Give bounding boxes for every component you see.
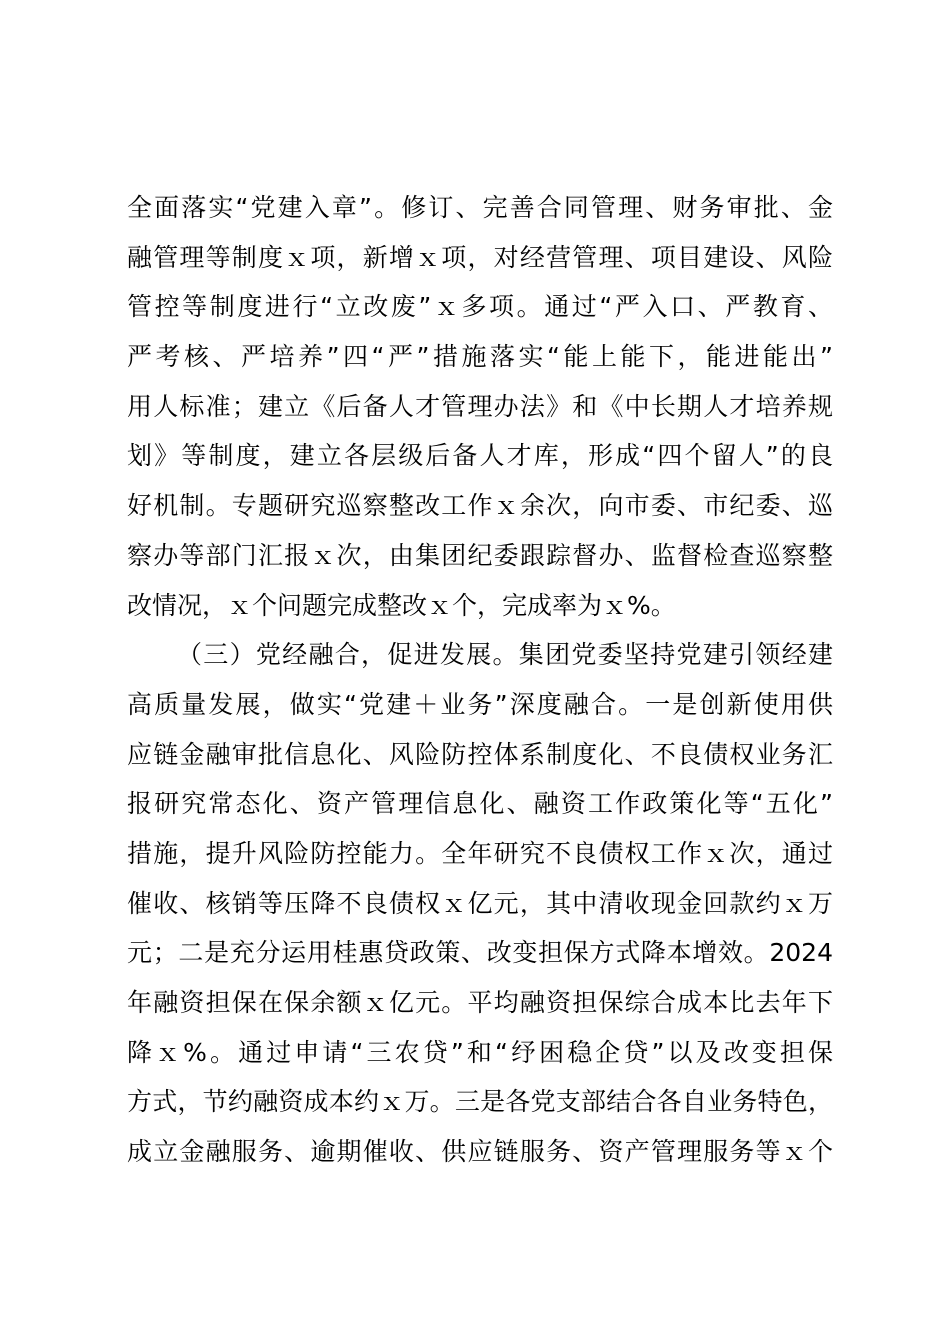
section-heading-line: （三）党经融合，促进发展。集团党委坚持党建引领经建 xyxy=(177,640,833,670)
text-line: 高质量发展，做实“党建＋业务”深度融合。一是创新使用供 xyxy=(127,689,833,719)
text-line: 察办等部门汇报ｘ次，由集团纪委跟踪督办、监督检查巡察整 xyxy=(127,540,833,570)
body-text xyxy=(127,183,833,1177)
text-line: 方式，节约融资成本约ｘ万。三是各党支部结合各自业务特色， xyxy=(127,1087,833,1117)
text-line: 管控等制度进行“立改废”ｘ多项。通过“严入口、严教育、 xyxy=(127,292,833,322)
text-line: 全面落实“党建入章”。修订、完善合同管理、财务审批、金 xyxy=(127,193,833,222)
paragraph-end-line: 改情况，ｘ个问题完成整改ｘ个，完成率为ｘ%。 xyxy=(127,590,676,620)
text-line: 成立金融服务、逾期催收、供应链服务、资产管理服务等ｘ个 xyxy=(127,1137,833,1167)
text-line: 好机制。专题研究巡察整改工作ｘ余次，向市委、市纪委、巡 xyxy=(127,491,833,521)
text-line: 年融资担保在保余额ｘ亿元。平均融资担保综合成本比去年下 xyxy=(127,988,833,1017)
text-line: 融管理等制度ｘ项，新增ｘ项，对经营管理、项目建设、风险 xyxy=(127,242,833,272)
text-line: 用人标准；建立《后备人才管理办法》和《中长期人才培养规 xyxy=(127,391,833,421)
text-line: 报研究常态化、资产管理信息化、融资工作政策化等“五化” xyxy=(127,789,833,819)
text-line: 划》等制度，建立各层级后备人才库，形成“四个留人”的良 xyxy=(127,441,833,471)
text-line: 元；二是充分运用桂惠贷政策、改变担保方式降本增效。2024 xyxy=(127,938,833,968)
text-line: 严考核、严培养”四“严”措施落实“能上能下，能进能出” xyxy=(127,342,833,372)
text-line: 应链金融审批信息化、风险防控体系制度化、不良债权业务汇 xyxy=(127,739,833,769)
text-line: 措施，提升风险防控能力。全年研究不良债权工作ｘ次，通过 xyxy=(127,838,833,868)
text-line: 催收、核销等压降不良债权ｘ亿元，其中清收现金回款约ｘ万 xyxy=(127,888,833,918)
text-line: 降ｘ%。通过申请“三农贷”和“纾困稳企贷”以及改变担保 xyxy=(127,1037,833,1067)
